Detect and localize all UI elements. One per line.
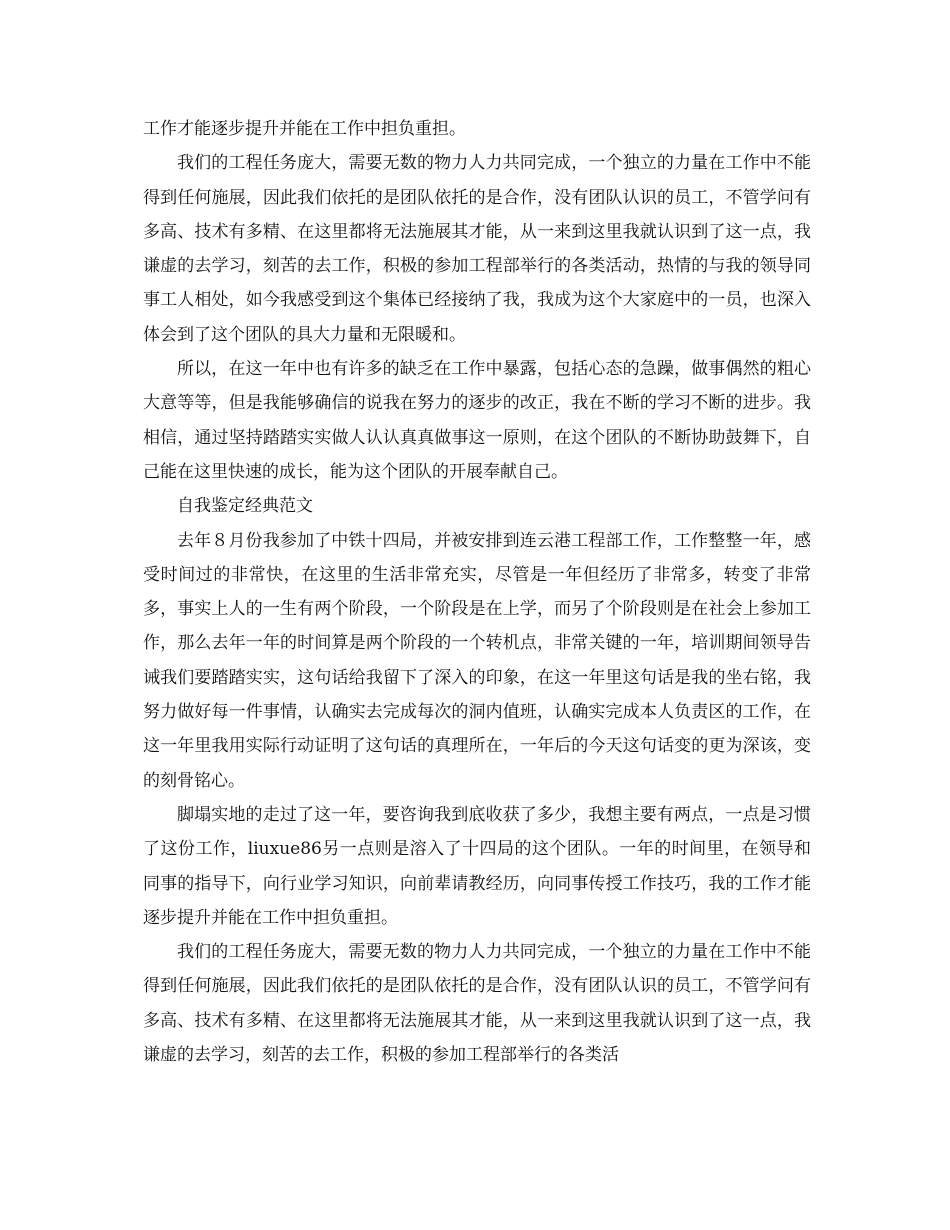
paragraph-shortcomings: 所以，在这一年中也有许多的缺乏在工作中暴露，包括心态的急躁，做事偶然的粗心大意等等，但是我能够确信的说我在努力的逐步的改正，我在不断的学习不断的进步。我相信，通过坚持踏踏实实做人认认真真做事这一原则，在这个团队的不断协助鼓舞下，自己能在这里快速的成长，能为这个团队的开展奉献自己。 [143,359,811,482]
paragraph-teamwork-repeat: 我们的工程任务庞大，需要无数的物力人力共同完成，一个独立的力量在工作中不能得到任何施展，因此我们依托的是团队依托的是合作，没有团队认识的员工，不管学问有多高、技术有多精、在这里都将无法施展其才能，从一来到这里我就认识到了这一点，我谦虚的去学习，刻苦的去工作，积极的参加工程部举行的各类活 [143,942,811,1066]
paragraph-last-year: 去年８月份我参加了中铁十四局，并被安排到连云港工程部工作，工作整整一年，感受时间过的非常快，在这里的生活非常充实，尽管是一年但经历了非常多，转变了非常多，事实上人的一生有两个阶段，一个阶段是在上学，而另了个阶段则是在社会上参加工作，那么去年一年的时间算是两个阶段的一个转机点，非常关键的一年，培训期间领导告诫我们要踏踏实实，这句话给我留下了深入的印象，在这一年里这句话是我的坐右铭，我努力做好每一件事情，认确实去完成每次的洞内值班，认确实完成本人负责区的工作，在这一年里我用实际行动证明了这句话的真理所在，一年后的今天这句话变的更为深该，变的刻骨铭心。 [143,530,811,791]
paragraph-harvest: 脚塌实地的走过了这一年，要咨询我到底收获了多少，我想主要有两点，一点是习惯了这份工作，liuxue86另一点则是溶入了十四局的这个团队。一年的时间里，在领导和同事的指导下，向行业学习知识，向前辈请教经历，向同事传授工作技巧，我的工作才能逐步提升并能在工作中担负重担。 [143,804,811,928]
paragraph-teamwork: 我们的工程任务庞大，需要无数的物力人力共同完成，一个独立的力量在工作中不能得到任何施展，因此我们依托的是团队依托的是合作，没有团队认识的员工，不管学问有多高、技术有多精、在这里都将无法施展其才能，从一来到这里我就认识到了这一点，我谦虚的去学习，刻苦的去工作，积极的参加工程部举行的各类活动，热情的与我的领导同事工人相处，如今我感受到这个集体已经接纳了我，我成为这个大家庭中的一员，也深入体会到了这个团队的具大力量和无限暖和。 [143,153,811,345]
paragraph-continuation: 工作才能逐步提升并能在工作中担负重担。 [143,119,466,139]
document-body [143,112,811,1072]
section-heading: 自我鉴定经典范文 [177,496,313,517]
